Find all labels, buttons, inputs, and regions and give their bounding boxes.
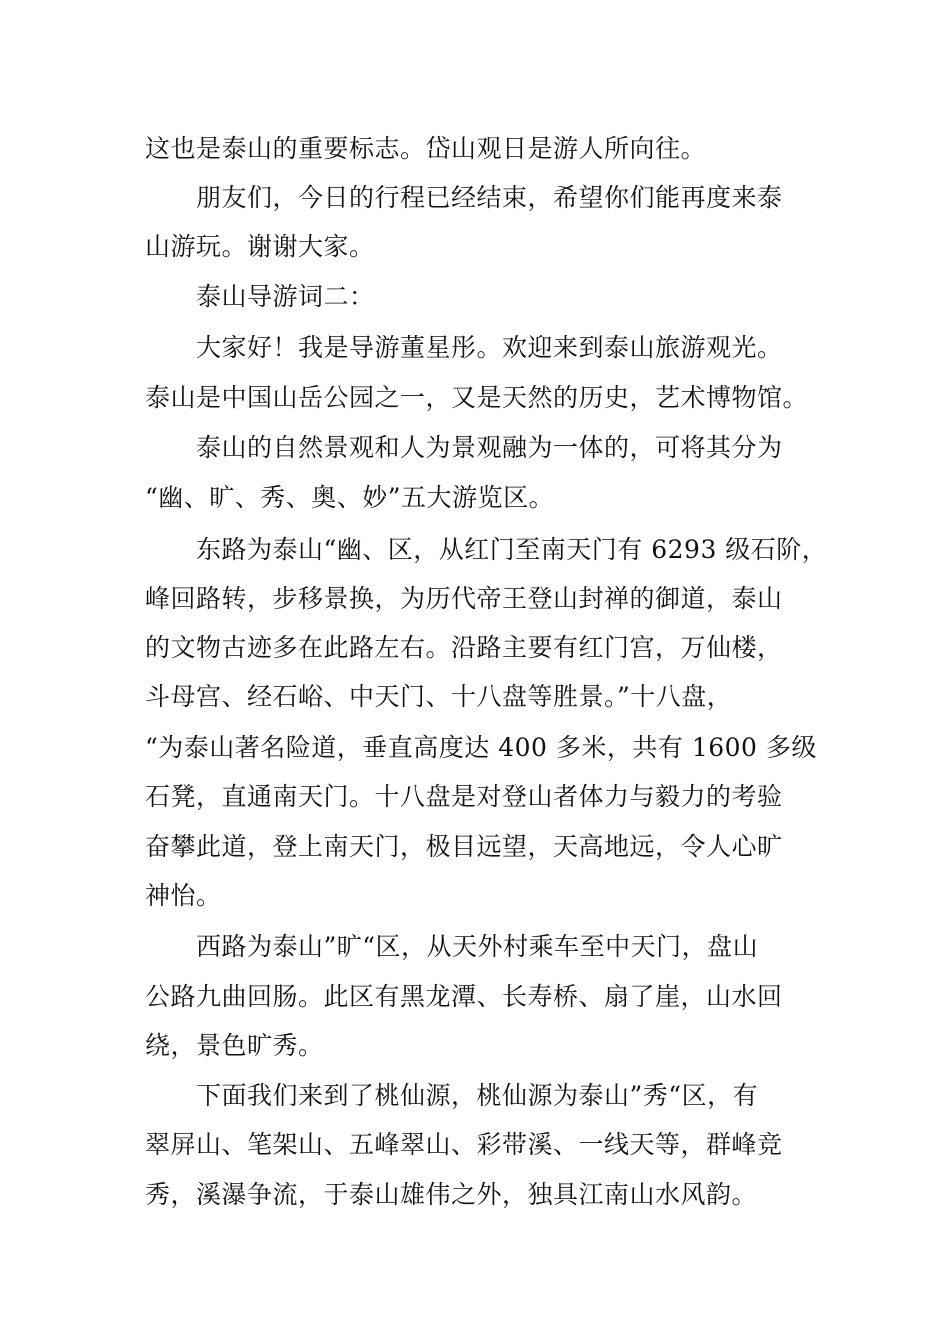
text-line: 绕，景色旷秀。 [145,1031,324,1060]
text-line: 泰山是中国山岳公园之一，又是天然的历史，艺术博物馆。 [145,383,809,412]
text-line: 翠屏山、笔架山、五峰翠山、彩带溪、一线天等，群峰竞 [145,1130,783,1159]
text-line: “幽、旷、秀、奥、妙”五大游览区。 [145,483,555,512]
paragraph-start-line: 大家好！我是导游董星彤。欢迎来到泰山旅游观光。 [196,333,783,362]
paragraph-start-line: 朋友们，今日的行程已经结束，希望你们能再度来泰 [196,183,783,212]
text-line: 峰回路转，步移景换，为历代帝王登山封禅的御道，泰山 [145,584,783,613]
text-line: 斗母宫、经石峪、中天门、十八盘等胜景。”十八盘， [145,682,733,711]
paragraph-start-line: 西路为泰山”旷“区，从天外村乘车至中天门，盘山 [196,932,759,961]
paragraph-start-line: 下面我们来到了桃仙源，桃仙源为泰山”秀“区，有 [196,1081,759,1110]
text-line: 奋攀此道，登上南天门，极目远望，天高地远，令人心旷 [145,832,783,861]
text-line: 石凳，直通南天门。十八盘是对登山者体力与毅力的考验 [145,782,783,811]
paragraph-start-line: 泰山的自然景观和人为景观融为一体的，可将其分为 [196,433,783,462]
paragraph-start-line: 东路为泰山“幽、区，从红门至南天门有 6293 级石阶， [196,535,828,564]
section-heading: 泰山导游词二： [196,282,375,311]
text-line: 的文物古迹多在此路左右。沿路主要有红门宫，万仙楼， [145,633,783,662]
text-line: 这也是泰山的重要标志。岱山观日是游人所向往。 [145,134,707,163]
text-line: 秀，溪瀑争流，于泰山雄伟之外，独具江南山水风韵。 [145,1180,758,1209]
text-line: 山游玩。谢谢大家。 [145,232,375,261]
text-line: 公路九曲回肠。此区有黑龙潭、长寿桥、扇了崖，山水回 [145,982,783,1011]
text-line: “为泰山著名险道，垂直高度达 400 多米，共有 1600 多级 [145,733,817,762]
text-line: 神怡。 [145,881,222,910]
